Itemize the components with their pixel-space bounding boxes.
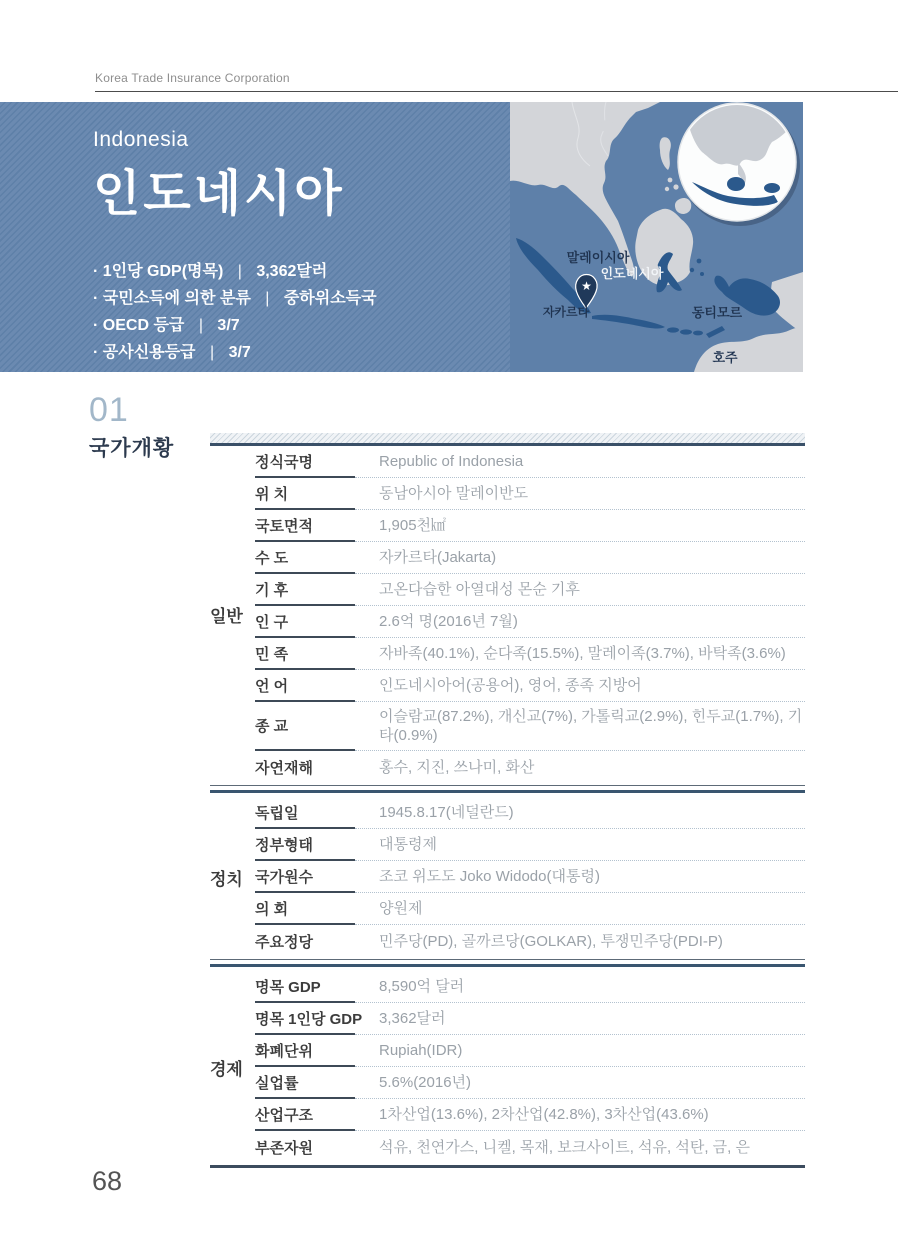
row-label: 종 교 [255,702,355,751]
row-value: 2.6억 명(2016년 7월) [355,606,805,638]
country-name-en: Indonesia [93,128,189,151]
table-group-politics [210,797,805,957]
row-label: 정식국명 [255,446,355,478]
banner-bullet [93,258,510,285]
country-name-ko: 인도네시아 [93,167,345,221]
table-row [255,751,805,783]
separator-thick-rule [210,964,805,967]
row-label: 화폐단위 [255,1035,355,1067]
group-label: 정치 [210,869,243,889]
row-value: 양원제 [355,893,805,925]
group-rows [255,797,805,957]
row-label: 기 후 [255,574,355,606]
row-label: 부존자원 [255,1139,313,1157]
row-value: 8,590억 달러 [355,971,805,1003]
row-label: 국토면적 [255,510,355,542]
row-label: 정부형태 [255,829,355,861]
banner-bullet [93,285,510,312]
row-value: 동남아시아 말레이반도 [355,478,805,510]
country-overview-table [210,433,805,1168]
bullet-value: 3/7 [217,317,240,334]
bullet-dot: · [93,263,103,280]
map-label-indonesia: 인도네시아 [600,266,664,281]
bullet-separator: | [260,290,274,307]
section-number: 01 [89,391,129,429]
separator-thin-rule [210,959,805,960]
map-label-jakarta: 자카르타 [542,305,590,319]
map-indonesia-maluku [700,272,704,276]
table-row [255,670,805,702]
table-row [255,702,805,751]
row-label: 산업구조 [255,1099,355,1131]
row-value: 조코 위도도 Joko Widodo(대통령) [355,861,805,893]
table-row [255,797,805,829]
separator-thick-rule [210,790,805,793]
banner-text-area [0,102,510,372]
bullet-dot: · [93,317,103,334]
group-rows [255,446,805,783]
group-label: 경제 [210,1059,243,1079]
map-indonesia-sunda [693,331,703,336]
row-label: 언 어 [255,670,355,702]
row-value: 고온다습한 아열대성 몬순 기후 [355,574,805,606]
row-label: 민 족 [255,638,355,670]
row-label: 수 도 [255,542,355,574]
group-label: 일반 [210,607,243,626]
row-value: 자바족(40.1%), 순다족(15.5%), 말레이족(3.7%), 바탁족(3.6%) [355,638,805,670]
table-row [255,1067,805,1099]
table-row [255,971,805,1003]
bullet-label: 공사신용등급 [102,344,196,361]
map-label-australia: 호주 [712,350,738,365]
row-value: 이슬람교(87.2%), 개신교(7%), 가톨릭교(2.9%), 힌두교(1.7%), 기타(0.9%) [355,702,805,751]
map-indonesia-maluku [690,268,694,272]
globe-indonesia-papua [764,183,780,193]
table-row [255,861,805,893]
map-indonesia-sunda [680,329,692,334]
map-label-east-timor: 동티모르 [691,305,743,320]
bullet-label: OECD 등급 [102,317,185,334]
row-value: 3,362달러 [355,1003,805,1035]
table-row [255,1131,805,1163]
row-label: 명목 GDP [255,971,355,1003]
row-label: 실업률 [255,1067,355,1099]
group-separator [210,785,805,793]
table-row [255,510,805,542]
table-row [255,1035,805,1067]
table-row [255,925,805,957]
bullet-label: 국민소득에 의한 분류 [102,290,251,307]
row-label: 명목 1인당 GDP [255,1003,355,1035]
table-row [255,574,805,606]
row-value: 1,905천㎢ [355,510,805,542]
table-group-economy [210,971,805,1163]
table-row [255,1003,805,1035]
map-island [665,187,669,191]
banner-bullet [93,312,510,339]
row-value: 석유, 천연가스, 니켈, 목재, 보크사이트, 석유, 석탄, 금, 은 [379,1138,750,1156]
table-group-general [210,446,805,783]
group-rows [255,971,805,1163]
row-label: 위 치 [255,478,355,510]
bullet-dot: · [93,290,103,307]
map-island [668,178,673,183]
bullet-dot: · [93,344,103,361]
bullet-separator: | [194,317,208,334]
table-row [255,1099,805,1131]
row-value: 5.6%(2016년) [355,1067,805,1099]
bullet-value: 3,362달러 [256,263,328,280]
row-value: 대통령제 [355,829,805,861]
row-label: 인 구 [255,606,355,638]
row-label: 자연재해 [255,759,313,777]
locator-map [510,102,803,372]
map-island-hainan [600,120,614,132]
country-key-facts [93,258,510,366]
table-row [255,829,805,861]
map-label-malaysia: 말레이시아 [566,250,630,265]
bullet-separator: | [233,263,247,280]
table-top-hatch-bar [210,433,805,446]
bullet-label: 1인당 GDP(명목) [102,263,224,280]
table-row [255,446,805,478]
page-number: 68 [92,1166,123,1196]
table-row [255,606,805,638]
banner-bullet [93,339,510,366]
svg-text:★: ★ [581,279,592,293]
row-value: Republic of Indonesia [355,446,805,478]
table-groups [210,446,805,1163]
row-value: 1945.8.17(네덜란드) [355,797,805,829]
row-value: Rupiah(IDR) [355,1035,805,1067]
globe-indonesia-borneo [727,177,745,191]
row-label: 의 회 [255,893,355,925]
separator-thin-rule [210,785,805,786]
table-row [255,893,805,925]
header-rule [95,91,898,92]
table-row [255,478,805,510]
table-row [255,638,805,670]
bullet-value: 중하위소득국 [283,290,377,307]
table-row [255,542,805,574]
bullet-separator: | [205,344,219,361]
section-title: 국가개황 [89,437,175,460]
publisher-name: Korea Trade Insurance Corporation [95,71,290,85]
map-island [673,184,678,189]
country-banner [0,102,803,372]
row-value: 홍수, 지진, 쓰나미, 화산 [379,758,535,776]
table-bottom-rule [210,1165,805,1168]
map-indonesia-maluku [697,259,702,264]
row-value: 인도네시아어(공용어), 영어, 종족 지방어 [355,670,805,702]
row-label: 국가원수 [255,861,355,893]
row-value: 민주당(PD), 골까르당(GOLKAR), 투쟁민주당(PDI-P) [379,932,723,950]
bullet-value: 3/7 [228,344,251,361]
group-separator [210,959,805,967]
row-value: 자카르타(Jakarta) [355,542,805,574]
map-indonesia-sunda [667,327,679,332]
row-label: 주요정당 [255,933,313,951]
row-label: 독립일 [255,797,355,829]
row-value: 1차산업(13.6%), 2차산업(42.8%), 3차산업(43.6%) [355,1099,805,1131]
